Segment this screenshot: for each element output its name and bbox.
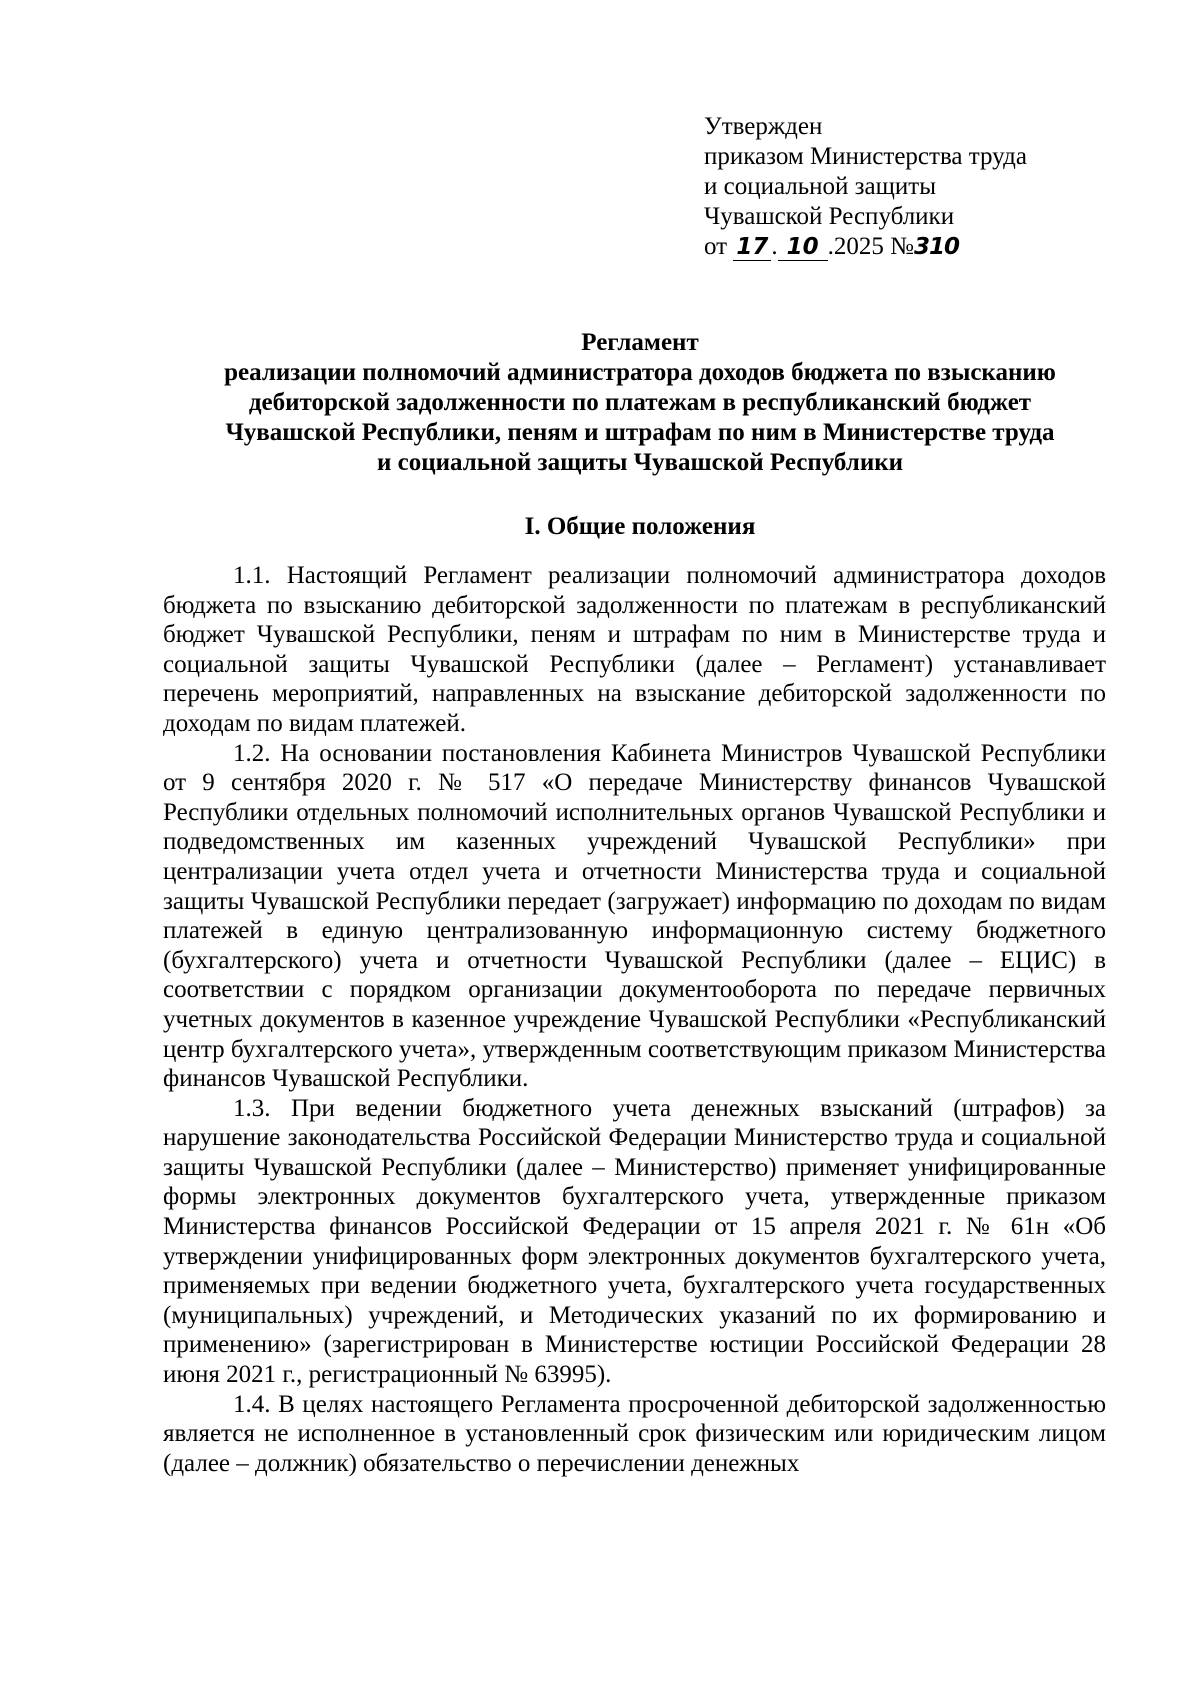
approval-date-month: 10	[778, 234, 828, 261]
document-title	[160, 328, 1120, 478]
approval-date-year: .2025 №	[827, 233, 914, 260]
paragraph-1-3: 1.3. При ведении бюджетного учета денежных взысканий (штрафов) за нарушение законодательства Российской Федерации Министерство труда и социальной защиты Чувашской Республики (далее – Министерство) применяет унифицированные формы электронных документов бухгалтерского учета, утвержденные приказом Министерства финансов Российской Федерации от 15 апреля 2021 г. № 61н «Об утверждении унифицированных форм электронных документов бухгалтерского учета, применяемых при ведении бюджетного учета, бухгалтерского учета государственных (муниципальных) учреждений, и Методических указаний по их формированию и применению» (зарегистрирован в Министерстве юстиции Российской Федерации 28 июня 2021 г., регистрационный № 63995).	[163, 1094, 1106, 1389]
title-subtitle-line-3: Чувашской Республики, пеням и штрафам по ним в Министерстве труда	[225, 419, 1055, 446]
approval-line-3: и социальной защиты	[704, 173, 937, 200]
approval-date-day: 17	[733, 234, 771, 261]
section-heading: I. Общие положения	[524, 513, 756, 540]
title-subtitle-line-4: и социальной защиты Чувашской Республики	[376, 449, 904, 476]
approval-line-1: Утвержден	[704, 113, 823, 140]
approval-line-4: Чувашской Республики	[704, 203, 955, 230]
approval-date-prefix: от	[704, 233, 728, 260]
approval-stamp	[704, 112, 1144, 262]
paragraph-1-2: 1.2. На основании постановления Кабинета Министров Чувашской Республики от 9 сентября 2020 г. № 517 «О передаче Министерству финансов Чувашской Республики отдельных полномочий исполнительных органов Чувашской Республики и подведомственных им казенных учреждений Чувашской Республики» при централизации учета отдел учета и отчетности Министерства труда и социальной защиты Чувашской Республики передает (загружает) информацию по доходам по видам платежей в единую централизованную информационную систему бюджетного (бухгалтерского) учета и отчетности Чувашской Республики (далее – ЕЦИС) в соответствии с порядком организации документооборота по передаче первичных учетных документов в казенное учреждение Чувашской Республики «Республиканский центр бухгалтерского учета», утвержденным соответствующим приказом Министерства финансов Чувашской Республики.	[163, 739, 1106, 1093]
approval-date-sep: .	[771, 233, 778, 260]
paragraph-1-4: 1.4. В целях настоящего Регламента просроченной дебиторской задолженностью является не исполненное в установленный срок физическим или юридическим лицом (далее – должник) обязательство о перечислении денежных	[163, 1390, 1106, 1477]
paragraph-1-1: 1.1. Настоящий Регламент реализации полномочий администратора доходов бюджета по взысканию дебиторской задолженности по платежам в республиканский бюджет Чувашской Республики, пеням и штрафам по ним в Министерстве труда и социальной защиты Чувашской Республики (далее – Регламент) устанавливает перечень мероприятий, направленных на взыскание дебиторской задолженности по доходам по видам платежей.	[163, 562, 1106, 737]
title-heading: Регламент	[581, 329, 699, 356]
title-subtitle-line-1: реализации полномочий администратора доходов бюджета по взысканию	[224, 359, 1056, 386]
document-body	[163, 561, 1106, 1478]
approval-date-line	[704, 232, 1144, 262]
approval-order-number: 310	[913, 234, 959, 260]
approval-line-2: приказом Министерства труда	[704, 143, 1027, 170]
title-subtitle-line-2: дебиторской задолженности по платежам в республиканский бюджет	[248, 389, 1032, 416]
